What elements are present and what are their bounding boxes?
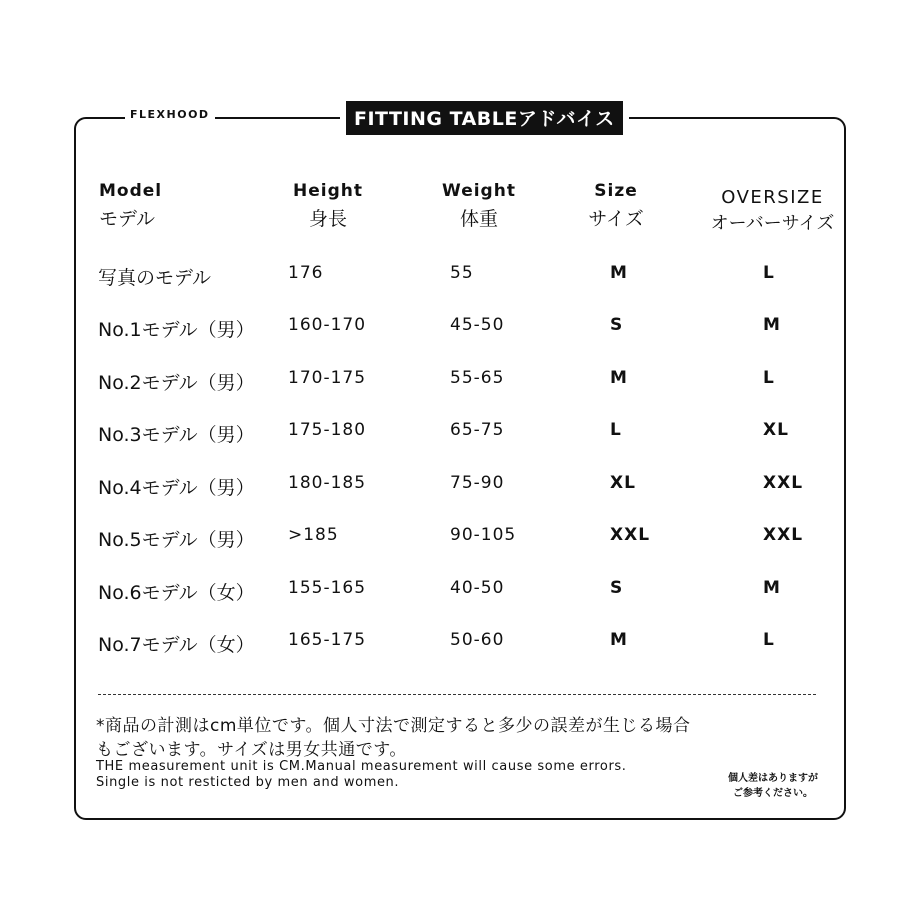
note-side-line2: ご参考ください。 <box>733 788 813 799</box>
cell-oversize: L <box>763 263 775 283</box>
cell-size: L <box>610 420 622 440</box>
cell-size: S <box>610 578 624 598</box>
header-model-en: Model <box>99 181 163 201</box>
table-row <box>0 473 920 503</box>
page-title: FITTING TABLEアドバイス <box>346 101 623 135</box>
cell-oversize: XXL <box>763 525 804 545</box>
cell-height: 165-175 <box>288 630 367 650</box>
cell-size: M <box>610 630 628 650</box>
header-weight <box>437 181 521 231</box>
cell-size: M <box>610 368 628 388</box>
table-row <box>0 368 920 398</box>
header-height-en: Height <box>293 181 363 201</box>
note-en-line2: Single is not resticted by men and women. <box>96 775 400 790</box>
cell-model: No.6モデル（女） <box>98 582 255 604</box>
header-model <box>99 181 162 231</box>
table-row <box>0 315 920 345</box>
cell-oversize: M <box>763 315 781 335</box>
cell-height: 160-170 <box>288 315 367 335</box>
header-weight-ja: 体重 <box>459 208 498 230</box>
header-weight-en: Weight <box>442 181 516 201</box>
cell-weight: 75-90 <box>450 473 505 493</box>
header-model-ja: モデル <box>99 208 156 230</box>
note-side <box>712 771 834 801</box>
header-size-ja: サイズ <box>588 208 644 230</box>
cell-oversize: M <box>763 578 781 598</box>
note-japanese <box>96 714 816 762</box>
cell-oversize: L <box>763 368 775 388</box>
cell-model: No.7モデル（女） <box>98 634 255 656</box>
cell-model: No.3モデル（男） <box>98 424 255 446</box>
note-ja-line1: *商品の計測はcm単位です。個人寸法で測定すると多少の誤差が生じる場合 <box>96 716 691 736</box>
cell-size: XXL <box>610 525 651 545</box>
table-row <box>0 420 920 450</box>
cell-weight: 40-50 <box>450 578 505 598</box>
header-size <box>578 181 654 231</box>
cell-size: XL <box>610 473 636 493</box>
cell-size: M <box>610 263 628 283</box>
header-size-en: Size <box>594 181 638 201</box>
cell-height: 175-180 <box>288 420 367 440</box>
cell-model: No.4モデル（男） <box>98 477 255 499</box>
table-row <box>0 578 920 608</box>
cell-model: No.5モデル（男） <box>98 529 255 551</box>
brand-label: FLEXHOOD <box>125 108 215 121</box>
cell-weight: 90-105 <box>450 525 517 545</box>
cell-height: 170-175 <box>288 368 367 388</box>
note-side-line1: 個人差はありますが <box>728 773 818 784</box>
cell-weight: 55 <box>450 263 474 283</box>
cell-height: 176 <box>288 263 324 283</box>
table-row <box>0 263 920 293</box>
cell-model: 写真のモデル <box>98 267 212 289</box>
dashed-divider <box>98 694 816 695</box>
cell-weight: 65-75 <box>450 420 505 440</box>
title-wrap <box>340 101 629 135</box>
header-oversize-en: OVERSIZE <box>721 187 824 208</box>
cell-weight: 50-60 <box>450 630 505 650</box>
header-oversize-ja: オーバーサイズ <box>710 213 835 234</box>
note-ja-line2: もございます。サイズは男女共通です。 <box>96 740 407 760</box>
cell-height: 180-185 <box>288 473 367 493</box>
table-row <box>0 630 920 660</box>
note-english <box>96 759 627 791</box>
cell-model: No.1モデル（男） <box>98 319 255 341</box>
cell-weight: 55-65 <box>450 368 505 388</box>
cell-oversize: XL <box>763 420 789 440</box>
note-en-line1: THE measurement unit is CM.Manual measurement will cause some errors. <box>96 759 627 774</box>
cell-model: No.2モデル（男） <box>98 372 255 394</box>
cell-oversize: L <box>763 630 775 650</box>
cell-oversize: XXL <box>763 473 804 493</box>
cell-height: >185 <box>288 525 339 545</box>
cell-height: 155-165 <box>288 578 367 598</box>
cell-size: S <box>610 315 624 335</box>
table-row <box>0 525 920 555</box>
header-height <box>288 181 368 231</box>
header-oversize <box>705 187 840 235</box>
cell-weight: 45-50 <box>450 315 505 335</box>
header-height-ja: 身長 <box>308 208 347 230</box>
